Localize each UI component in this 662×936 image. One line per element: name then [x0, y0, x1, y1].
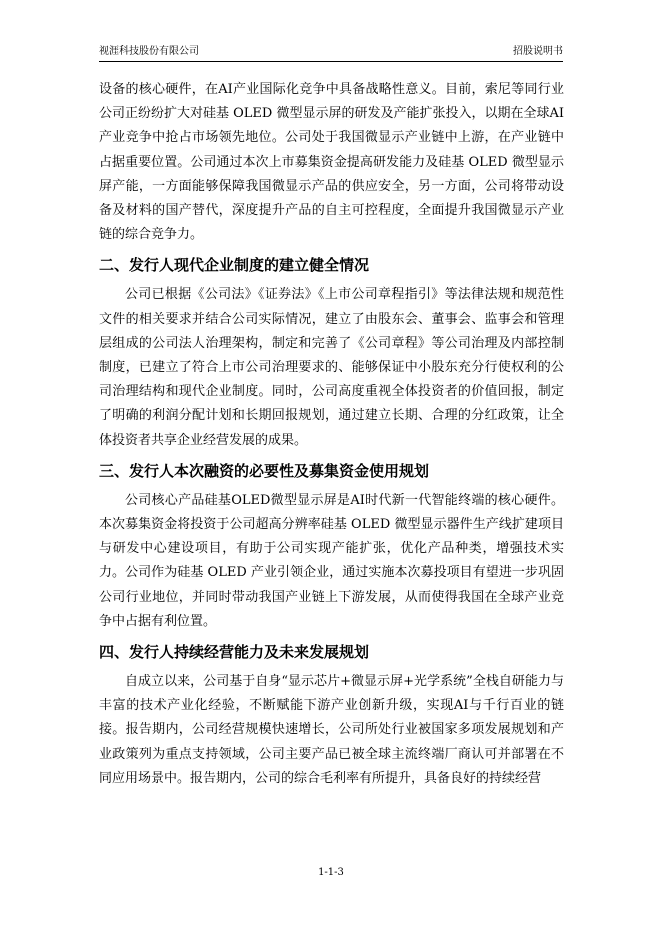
section-heading-governance: 二、发行人现代企业制度的建立健全情况: [99, 256, 370, 275]
paragraph-governance: 公司已根据《公司法》《证券法》《上市公司章程指引》等法律法规和规范性文件的相关要求并结合公司实际情况，建立了由股东会、董事会、监事会和管理层组成的公司法人治理架构，制定和完善了《公司章程》等公司治理及内部控制制度，已建立了符合上市公司治理要求的、能够保证中小股东充分行使权利的公司治理结构和现代企业制度。同时，公司高度重视全体投资者的价值回报，制定了明确的利润分配计划和长期回报规划，通过建立长期、合理的分红政策，让全体投资者共享企业经营发展的成果。: [99, 287, 564, 448]
section-heading-financing: 三、发行人本次融资的必要性及募集资金使用规划: [99, 461, 430, 480]
page-number: 1-1-3: [318, 867, 344, 878]
page-content: [99, 78, 564, 791]
page-header: [99, 45, 563, 62]
header-company-name: 视涯科技股份有限公司: [99, 46, 199, 57]
header-document-type: 招股说明书: [513, 46, 563, 57]
paragraph-sustainability: 自成立以来，公司基于自身“显示芯片+微显示屏+光学系统”全栈自研能力与丰富的技术产业化经验，不断赋能下游产业创新升级，实现AI与千行百业的链接。报告期内，公司经营规模快速增长，公司所处行业被国家多项发展规划和产业政策列为重点支持领域，公司主要产品已被全球主流终端厂商认可并部署在不同应用场景中。报告期内，公司的综合毛利率有所提升，具备良好的持续经营: [99, 674, 564, 786]
paragraph-financing: 公司核心产品硅基OLED微型显示屏是AI时代新一代智能终端的核心硬件。本次募集资金将投资于公司超高分辨率硅基 OLED 微型显示器件生产线扩建项目与研发中心建设项目，有助于公司实现产能扩张，优化产品种类，增强技术实力。公司作为硅基 OLED 产业引领企业，通过实施本次募投项目有望进一步巩固公司行业地位，并同时带动我国产业链上下游发展，从而使得我国在全球产业竞争中占据有利位置。: [99, 492, 564, 629]
paragraph-continued: 设备的核心硬件，在AI产业国际化竞争中具备战略性意义。目前，索尼等同行业公司正纷纷扩大对硅基 OLED 微型显示屏的研发及产能扩张投入，以期在全球AI产业竞争中抢占市场领先地位。公司处于我国微显示产业链中上游，在产业链中占据重要位置。公司通过本次上市募集资金提高研发能力及硅基 OLED 微型显示屏产能，一方面能够保障我国微显示产品的供应安全，另一方面，公司将带动设备及材料的国产替代，深度提升产品的自主可控程度，全面提升我国微显示产业链的综合竞争力。: [99, 82, 564, 243]
section-heading-sustainability: 四、发行人持续经营能力及未来发展规划: [99, 643, 370, 662]
